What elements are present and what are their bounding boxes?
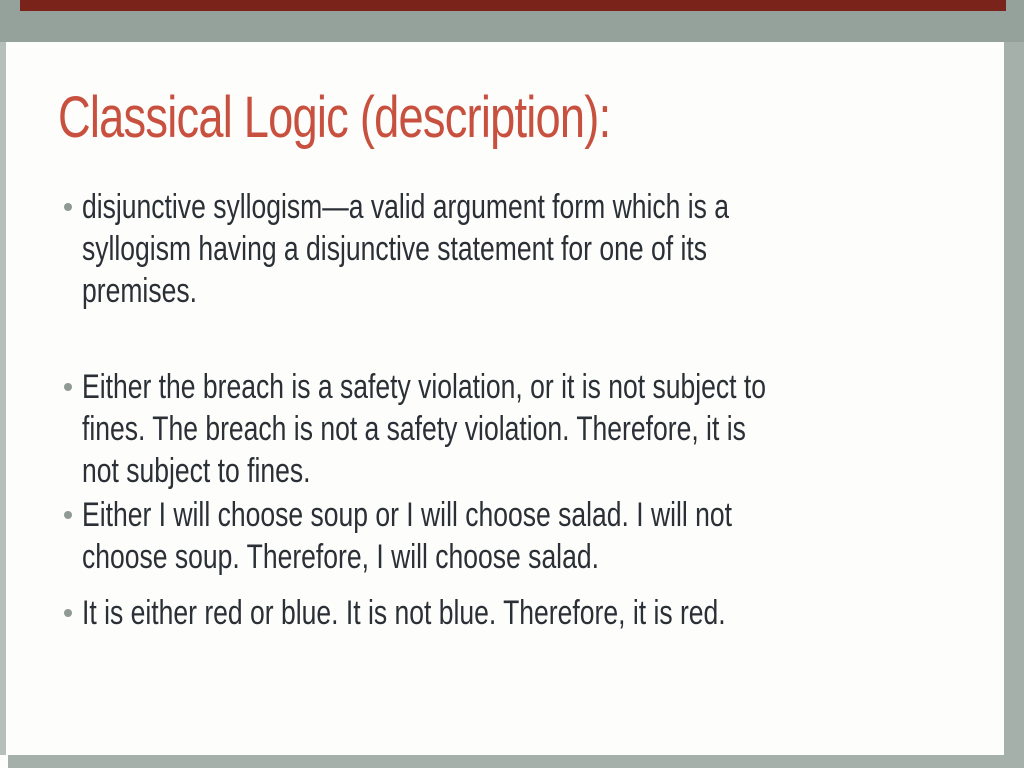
bullet-lines — [82, 366, 959, 492]
bullet-line — [82, 536, 915, 578]
bullet-icon — [64, 203, 72, 211]
bullet-line-text: Either I will choose soup or I will choose salad. I will not — [82, 496, 733, 534]
bullet-line-text: Either the breach is a safety violation, or it is not subject to — [82, 368, 766, 406]
bullet-line — [82, 270, 912, 312]
bullet-line-text: fines. The breach is not a safety violation. Therefore, it is — [82, 410, 746, 448]
bullet-line — [82, 494, 915, 536]
bullet-lines — [82, 186, 912, 312]
bullet-item — [58, 186, 912, 312]
bullet-line-text: It is either red or blue. It is not blue. Therefore, it is red. — [82, 594, 726, 632]
bullet-line-text: syllogism having a disjunctive statement for one of its — [82, 230, 707, 268]
bullet-line — [82, 408, 959, 450]
bullet-line — [82, 228, 912, 270]
slide-title — [58, 84, 766, 151]
bullet-line-text: choose soup. Therefore, I will choose salad. — [82, 538, 599, 576]
bullet-line — [82, 366, 959, 408]
bullet-icon — [64, 511, 72, 519]
left-border — [0, 42, 6, 755]
bullet-line-text: disjunctive syllogism—a valid argument form which is a — [82, 188, 730, 226]
bullet-lines — [82, 494, 915, 578]
bottom-border — [8, 755, 1024, 768]
right-border — [1004, 42, 1024, 768]
bullet-line-text: not subject to fines. — [82, 452, 311, 490]
bullet-line-text: premises. — [82, 272, 197, 310]
bullet-line — [82, 592, 907, 634]
bullet-item — [58, 366, 959, 492]
slide-title-text: Classical Logic (description): — [58, 85, 611, 150]
bullet-icon — [64, 383, 72, 391]
bullet-line — [82, 450, 959, 492]
top-accent-bar — [20, 0, 1006, 11]
bullet-item — [58, 494, 915, 578]
bullet-line — [82, 186, 912, 228]
bullet-item — [58, 592, 907, 634]
bullet-icon — [64, 609, 72, 617]
bullet-lines — [82, 592, 907, 634]
